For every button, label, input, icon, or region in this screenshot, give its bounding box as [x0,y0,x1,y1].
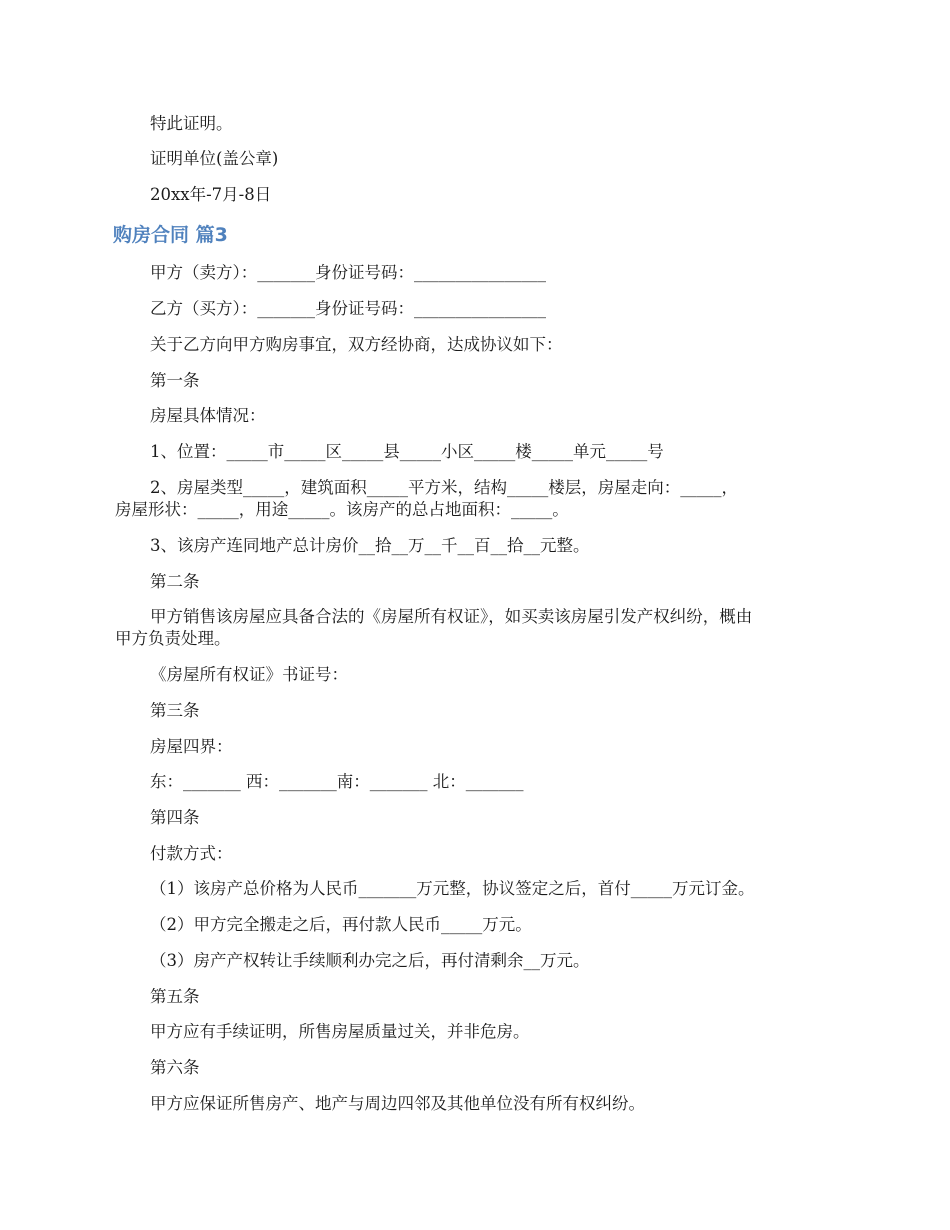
certificate-number: 《房屋所有权证》书证号： [150,665,348,684]
house-price: 3、该房产连同地产总计房价__拾__万__千__百__拾__元整。 [150,536,590,555]
boundaries-label: 房屋四界： [150,737,233,756]
certificate-date: 20xx年-7月-8日 [150,185,272,204]
agreement-intro: 关于乙方向甲方购房事宜，双方经协商，达成协议如下： [150,335,563,354]
house-type-line-1: 2、房屋类型_____，建筑面积_____平方米，结构_____楼层，房屋走向：_____， [150,478,738,497]
house-details-label: 房屋具体情况： [150,406,266,425]
payment-term-3: （3）房产产权转让手续顺利办完之后，再付清剩余__万元。 [150,951,590,970]
payment-term-2: （2）甲方完全搬走之后，再付款人民币_____万元。 [150,915,532,934]
dispute-clause: 甲方应保证所售房产、地产与周边四邻及其他单位没有所有权纠纷。 [150,1094,645,1113]
article-6-title: 第六条 [150,1058,200,1077]
ownership-clause-line-2: 甲方负责处理。 [115,629,231,648]
payment-term-1: （1）该房产总价格为人民币_______万元整，协议签定之后，首付_____万元订金。 [150,879,755,898]
article-2-title: 第二条 [150,572,200,591]
article-4-title: 第四条 [150,808,200,827]
ownership-clause-line-1: 甲方销售该房屋应具备合法的《房屋所有权证》，如买卖该房屋引发产权纠纷，概由 [150,607,753,626]
boundaries-line: 东：_______ 西：_______南：_______ 北：_______ [150,772,524,791]
party-a-line: 甲方（卖方）：_______身份证号码：________________ [150,263,546,282]
section-heading: 购房合同 篇3 [113,224,228,246]
house-location: 1、位置：_____市_____区_____县_____小区_____楼_____单元_____号 [150,442,664,461]
article-3-title: 第三条 [150,701,200,720]
certifying-unit: 证明单位(盖公章) [150,149,279,168]
article-5-title: 第五条 [150,987,200,1006]
party-b-line: 乙方（买方）：_______身份证号码：________________ [150,299,546,318]
house-type-line-2: 房屋形状：_____，用途_____。该房产的总占地面积：_____。 [115,500,569,519]
article-1-title: 第一条 [150,371,200,390]
quality-clause: 甲方应有手续证明，所售房屋质量过关，并非危房。 [150,1022,530,1041]
payment-method-label: 付款方式： [150,844,233,863]
closing-statement: 特此证明。 [150,114,233,133]
